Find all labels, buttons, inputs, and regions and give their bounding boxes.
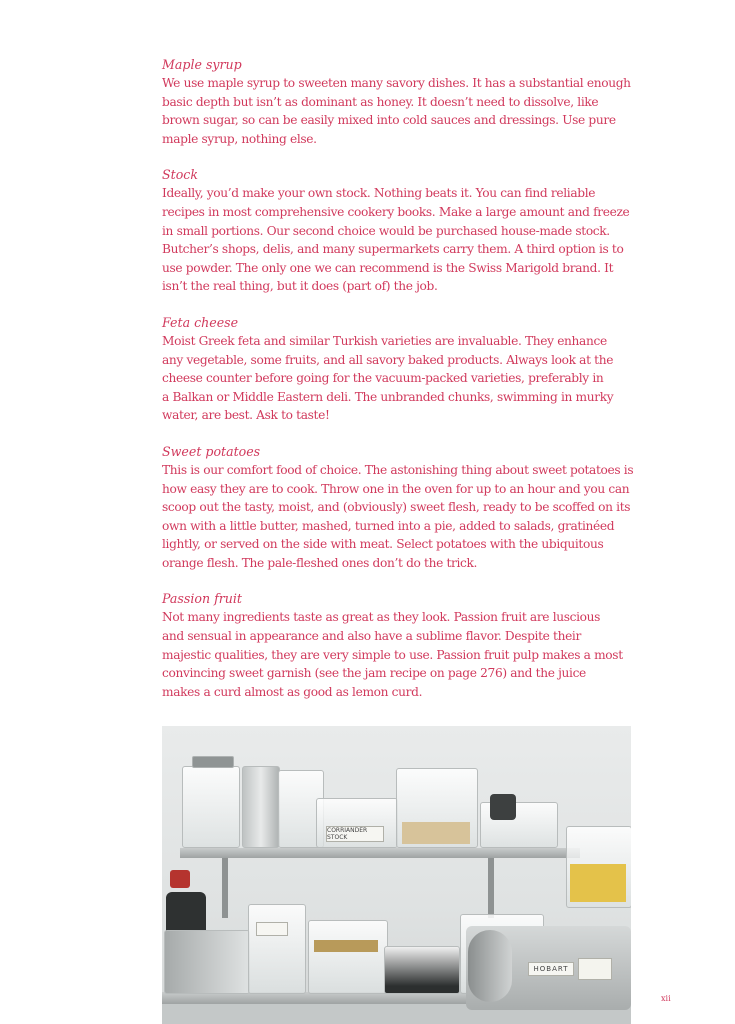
kitchen-shelf-photo bbox=[162, 726, 631, 1024]
text-line: convincing sweet garnish (see the jam recipe on page 276) and the juice bbox=[162, 666, 586, 681]
text-line: in small portions. Our second choice would be purchased house-made stock. bbox=[162, 223, 610, 238]
page-number: xii bbox=[661, 994, 671, 1003]
shelf-bracket bbox=[222, 858, 228, 918]
ingredient-description bbox=[162, 461, 682, 573]
text-line: how easy they are to cook. Throw one in the oven for up to an hour and you can bbox=[162, 481, 630, 496]
ingredient-description bbox=[162, 332, 682, 425]
plastic-container bbox=[308, 920, 388, 994]
text-line: a Balkan or Middle Eastern deli. The unbranded chunks, swimming in murky bbox=[162, 389, 614, 404]
red-cap bbox=[170, 870, 190, 888]
shelf-bracket bbox=[488, 858, 494, 918]
text-line: own with a little butter, mashed, turned into a pie, added to salads, gratinéed bbox=[162, 518, 615, 533]
text-line: water, are best. Ask to taste! bbox=[162, 408, 330, 423]
ingredient-section bbox=[162, 166, 682, 296]
text-line: scoop out the tasty, moist, and (obviously) sweet flesh, ready to be scoffed on its bbox=[162, 500, 631, 515]
text-line: majestic qualities, they are very simple to use. Passion fruit pulp makes a most bbox=[162, 647, 623, 662]
ingredient-description bbox=[162, 608, 682, 701]
text-line: cheese counter before going for the vacuum-packed varieties, preferably in bbox=[162, 371, 604, 386]
metal-bin bbox=[164, 930, 250, 994]
ingredient-section bbox=[162, 443, 682, 573]
ingredient-heading: Maple syrup bbox=[162, 57, 242, 72]
plastic-container bbox=[248, 904, 306, 994]
text-line: orange flesh. The pale-fleshed ones don’t do the trick. bbox=[162, 555, 478, 570]
text-line: Not many ingredients taste as great as they look. Passion fruit are luscious bbox=[162, 610, 601, 625]
black-tray bbox=[384, 946, 460, 994]
mixer-brand-plate: HOBART bbox=[528, 962, 574, 976]
text-line: recipes in most comprehensive cookery books. Make a large amount and freeze bbox=[162, 204, 630, 219]
tub-contents bbox=[402, 822, 470, 844]
ingredient-section bbox=[162, 314, 682, 425]
ingredient-heading: Stock bbox=[162, 167, 198, 183]
text-line: any vegetable, some fruits, and all savory baked products. Always look at the bbox=[162, 352, 614, 367]
metal-tin-stack bbox=[242, 766, 280, 848]
ingredient-heading: Feta cheese bbox=[162, 314, 239, 330]
container-label bbox=[256, 922, 288, 936]
plastic-container bbox=[182, 766, 240, 848]
mixer-head bbox=[468, 930, 512, 1002]
text-line: makes a curd almost as good as lemon curd. bbox=[162, 684, 423, 699]
text-line: isn’t the real thing, but it does (part of) the job. bbox=[162, 279, 438, 294]
ingredient-description bbox=[162, 184, 682, 296]
text-line: and sensual in appearance and also have a sublime flavor. Despite their bbox=[162, 629, 581, 644]
text-line: basic depth but isn’t as dominant as honey. It doesn’t need to dissolve, like bbox=[162, 94, 599, 109]
upper-shelf bbox=[180, 848, 580, 858]
ingredients-text bbox=[162, 56, 682, 719]
dark-jar bbox=[490, 794, 516, 820]
text-line: use powder. The only one we can recommend is the Swiss Marigold brand. It bbox=[162, 260, 614, 275]
ingredient-heading: Sweet potatoes bbox=[162, 443, 261, 459]
ingredient-description bbox=[162, 74, 682, 148]
tub-contents bbox=[314, 940, 378, 952]
text-line: Moist Greek feta and similar Turkish varieties are invaluable. They enhance bbox=[162, 333, 607, 348]
ingredient-section bbox=[162, 590, 682, 701]
text-line: lightly, or served on the side with meat. Select potatoes with the ubiquitous bbox=[162, 537, 604, 552]
text-line: brown sugar, so can be easily mixed into cold sauces and dressings. Use pure bbox=[162, 113, 616, 128]
mixer-sticker bbox=[578, 958, 612, 980]
ingredient-heading: Passion fruit bbox=[162, 591, 242, 607]
text-line: Ideally, you’d make your own stock. Nothing beats it. You can find reliable bbox=[162, 186, 596, 201]
ingredient-section bbox=[162, 56, 682, 148]
text-line: Butcher’s shops, delis, and many supermarkets carry them. A third option is to bbox=[162, 242, 624, 257]
text-line: maple syrup, nothing else. bbox=[162, 131, 317, 146]
container-lid bbox=[192, 756, 234, 768]
grain-contents bbox=[570, 864, 626, 902]
text-line: This is our comfort food of choice. The astonishing thing about sweet potatoes is bbox=[162, 462, 634, 477]
container-label: CORRIANDER STOCK bbox=[326, 826, 384, 842]
text-line: We use maple syrup to sweeten many savory dishes. It has a substantial enough bbox=[162, 76, 631, 90]
